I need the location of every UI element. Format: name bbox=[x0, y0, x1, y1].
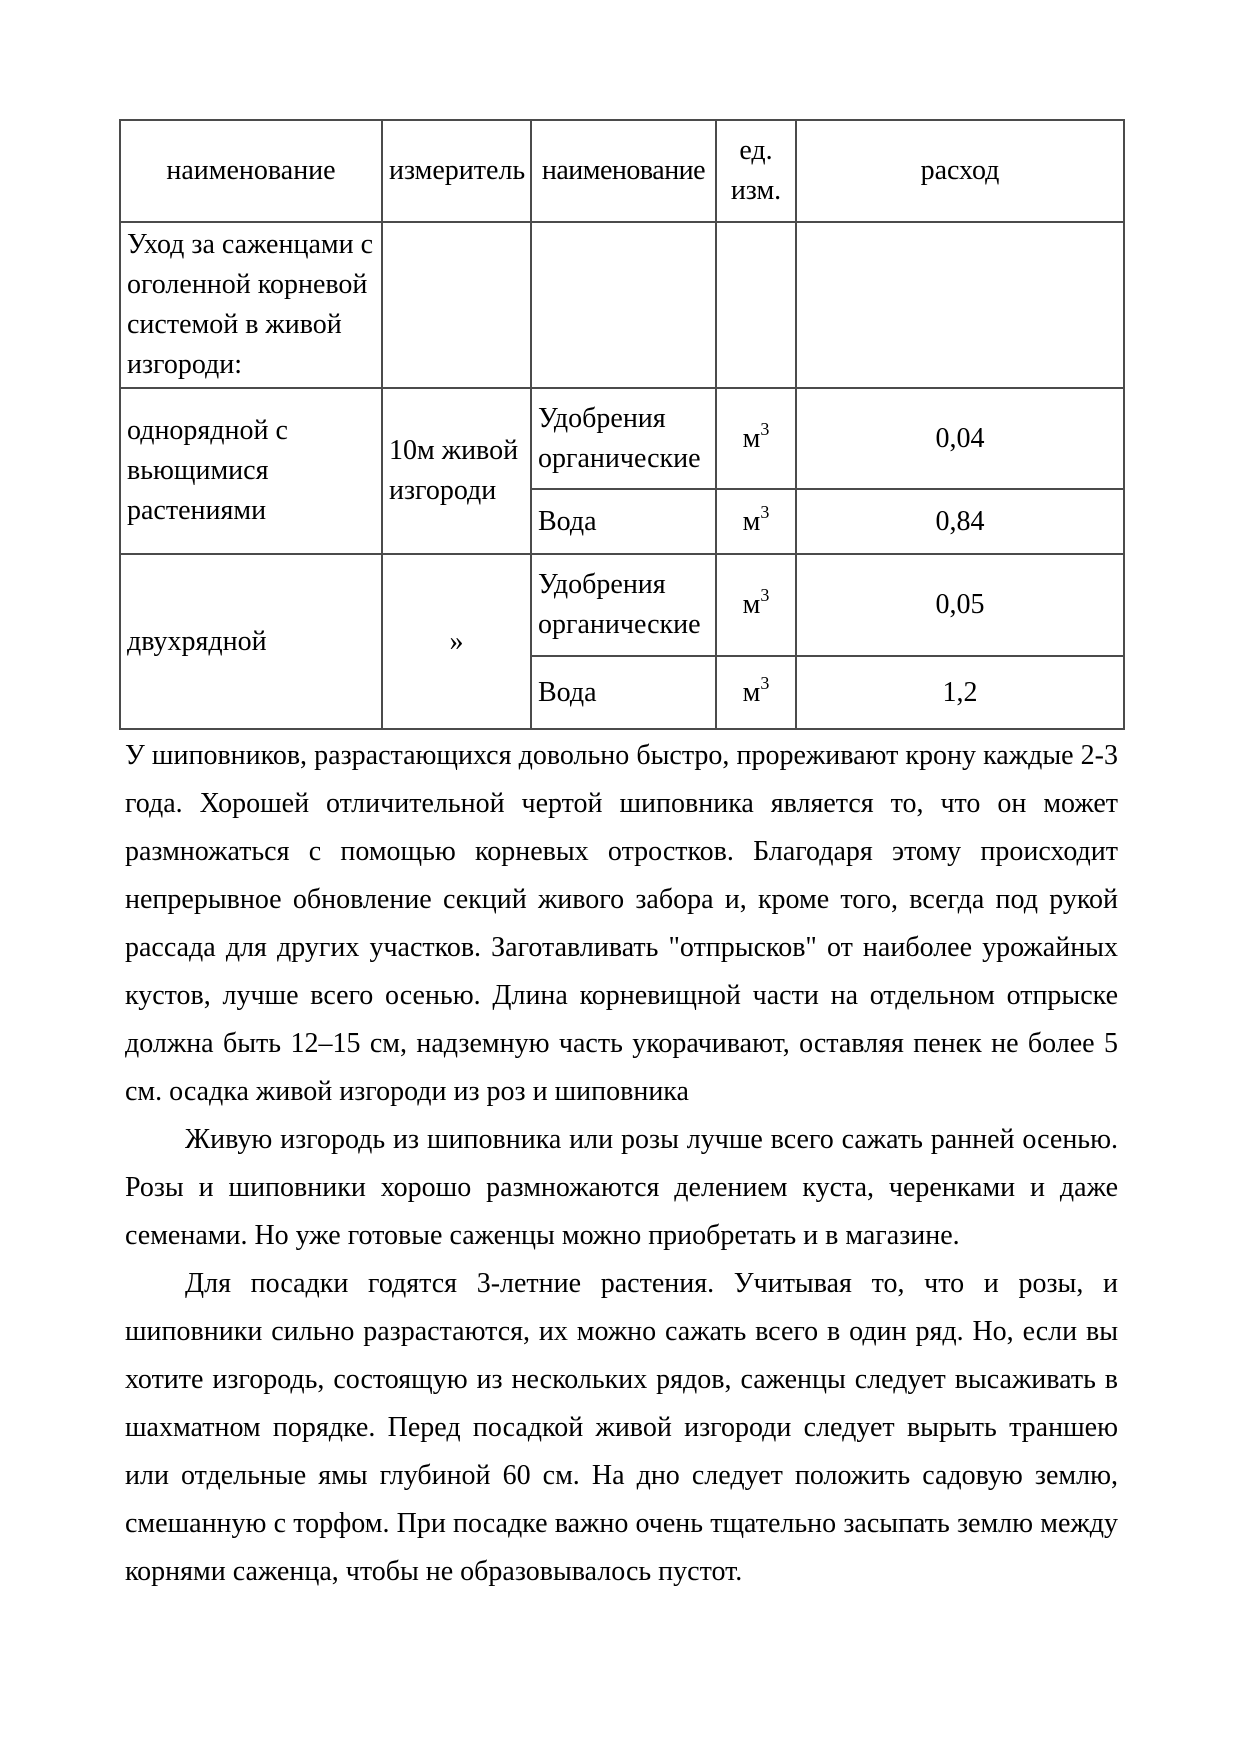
body-paragraph: У шиповников, разрастающихся довольно быстро, прореживают крону каждые 2-3 года. Хорошей отличительной чертой шиповника является то, что он может размножаться с помощью корневых отростков. Благодаря этому происходит непрерывное обновление секций живого забора и, кроме того, всегда под рукой рассада для других участков. Заготавливать "отпрысков" от наиболее урожайных кустов, лучше всего осенью. Длина корневищной части на отдельном отпрыске должна быть 12–15 см, надземную часть укорачивают, оставляя пенек не более 5 см. осадка живой изгороди из роз и шиповника bbox=[125, 740, 1118, 1107]
unit-cell bbox=[716, 489, 796, 554]
materials-consumption-table bbox=[119, 119, 1125, 730]
unit-superscript: 3 bbox=[760, 672, 770, 693]
body-paragraph: Живую изгородь из шиповника или розы лучше всего сажать ранней осенью. Розы и шиповники хорошо размножаются делением куста, черенками и даже семенами. Но уже готовые саженцы можно приобретать и в магазине. bbox=[125, 1124, 1118, 1251]
body-paragraph: Для посадки годятся 3-летние растения. Учитывая то, что и розы, и шиповники сильно разрастаются, их можно сажать всего в один ряд. Но, если вы хотите изгородь, состоящую из нескольких рядов, саженцы следует высаживать в шахматном порядке. Перед посадкой живой изгороди следует вырыть траншею или отдельные ямы глубиной 60 см. На дно следует положить садовую землю, смешанную с торфом. При посадке важно очень тщательно засыпать землю между корнями саженца, чтобы не образовывалось пустот. bbox=[125, 1268, 1118, 1587]
hedge-type-cell: двухрядной bbox=[120, 554, 382, 729]
header-measurer-cell: измеритель bbox=[382, 120, 531, 222]
row-title-cell: Уход за саженцами с оголенной корневой системой в живой изгороди: bbox=[120, 222, 382, 388]
table-row-care-title bbox=[120, 222, 1124, 388]
empty-cell bbox=[382, 222, 531, 388]
empty-cell bbox=[531, 222, 716, 388]
consumption-value-cell: 0,84 bbox=[796, 489, 1124, 554]
table-row-double-row-hedge bbox=[120, 554, 1124, 656]
header-consumption-cell: расход bbox=[796, 120, 1124, 222]
table-row-single-row-hedge bbox=[120, 388, 1124, 489]
header-unit-cell: ед. изм. bbox=[716, 120, 796, 222]
hedge-type-cell: однорядной с вьющимися растениями bbox=[120, 388, 382, 554]
unit-cell bbox=[716, 554, 796, 656]
body-text bbox=[125, 732, 1118, 1596]
measurer-cell: 10м живой изгороди bbox=[382, 388, 531, 554]
consumption-value-cell: 0,05 bbox=[796, 554, 1124, 656]
table-header-row bbox=[120, 120, 1124, 222]
measurer-ditto-cell: » bbox=[382, 554, 531, 729]
consumption-value-cell: 1,2 bbox=[796, 656, 1124, 729]
unit-base: м bbox=[742, 589, 761, 620]
material-cell: Удобрения органические bbox=[531, 554, 716, 656]
header-material-cell: наименование bbox=[531, 120, 716, 222]
unit-superscript: 3 bbox=[760, 585, 770, 605]
unit-cell bbox=[716, 388, 796, 489]
empty-cell bbox=[716, 222, 796, 388]
empty-cell bbox=[796, 222, 1124, 388]
consumption-value-cell: 0,04 bbox=[796, 388, 1124, 489]
unit-superscript: 3 bbox=[760, 418, 770, 439]
header-name-cell: наименование bbox=[120, 120, 382, 222]
unit-base: м bbox=[742, 676, 761, 708]
unit-base: м bbox=[742, 505, 761, 537]
unit-superscript: 3 bbox=[760, 501, 770, 522]
material-cell: Вода bbox=[531, 489, 716, 554]
unit-cell bbox=[716, 656, 796, 729]
material-cell: Вода bbox=[531, 656, 716, 729]
material-cell: Удобрения органические bbox=[531, 388, 716, 489]
unit-base: м bbox=[742, 422, 761, 454]
